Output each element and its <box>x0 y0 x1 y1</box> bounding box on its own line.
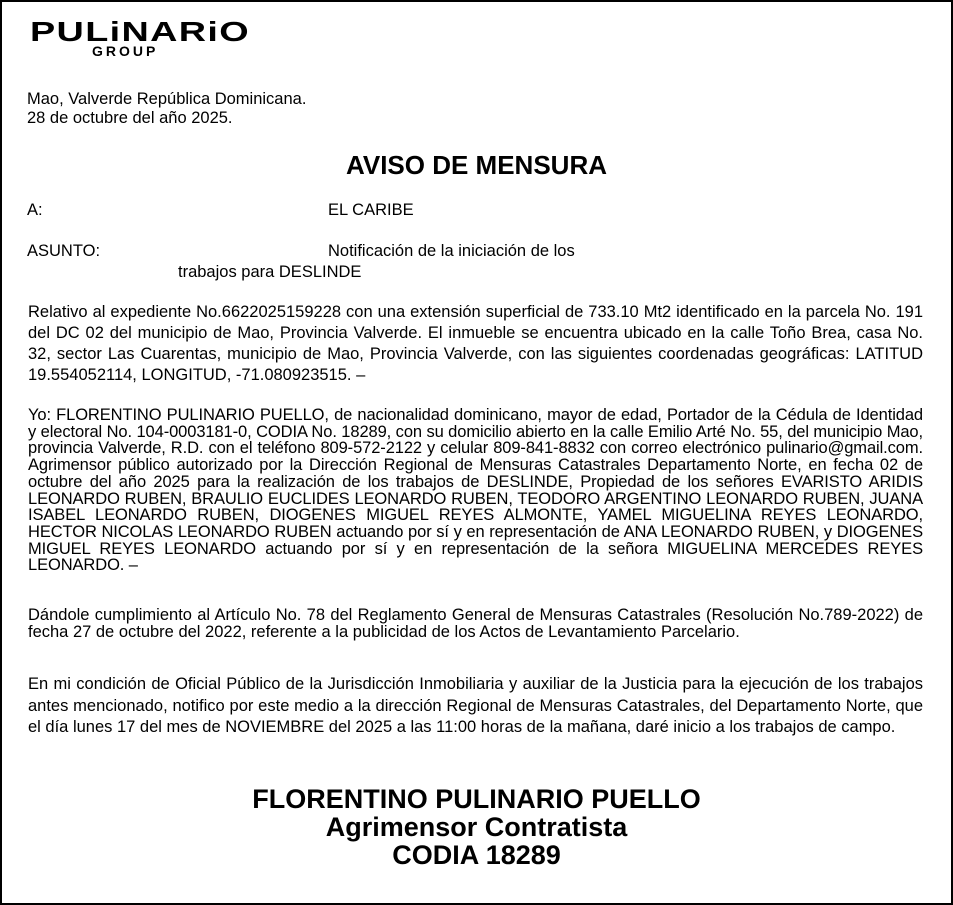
place-date-block <box>27 90 306 128</box>
addressee-label: A: <box>27 201 43 219</box>
logo-mark-icon <box>30 16 252 60</box>
addressee-value: EL CARIBE <box>328 201 414 219</box>
paragraph-declarant: Yo: FLORENTINO PULINARIO PUELLO, de nacionalidad dominicano, mayor de edad, Portador de la Cédula de Identidad y electoral No. 104-0003181-0, CODIA No. 18289, con su domicilio abierto en la calle Emilio Arté No. 55, del municipio Mao, provincia Valverde, R.D. con el teléfono 809-572-2122 y celular 809-841-8832 con correo electrónico pulinario@gmail.com. Agrimensor público autorizado por la Dirección Regional de Mensuras Catastrales Departamento Norte, en fecha 02 de octubre del año 2025 para la realización de los trabajos de DESLINDE, Propiedad de los señores EVARISTO ARIDIS LEONARDO RUBEN, BRAULIO EUCLIDES LEONARDO RUBEN, TEODORO ARGENTINO LEONARDO RUBEN, JUANA ISABEL LEONARDO RUBEN, DIOGENES MIGUEL REYES ALMONTE, YAMEL MIGUELINA REYES LEONARDO, HECTOR NICOLAS LEONARDO RUBEN actuando por sí y en representación de ANA LEONARDO RUBEN, y DIOGENES MIGUEL REYES LEONARDO actuando por sí y en representación de la señora MIGUELINA MERCEDES REYES LEONARDO. – <box>28 406 923 575</box>
signature-codia: CODIA 18289 <box>392 840 561 870</box>
place-line: Mao, Valverde República Dominicana. <box>27 90 307 108</box>
subject-line-1: Notificación de la iniciación de los <box>328 242 575 260</box>
logo-brand-text: PULiNARiO <box>30 16 250 47</box>
signature-name: FLORENTINO PULINARIO PUELLO <box>252 784 701 814</box>
signature-role: Agrimensor Contratista <box>325 812 628 842</box>
subject-line-2: trabajos para DESLINDE <box>178 263 362 281</box>
signature-block <box>2 785 951 869</box>
paragraph-expediente: Relativo al expediente No.6622025159228 con una extensión superficial de 733.10 Mt2 identificado en la parcela No. 191 del DC 02 del municipio de Mao, Provincia Valverde. El inmueble se encuentra ubicado en la calle Toño Brea, casa No. 32, sector Las Cuarentas, municipio de Mao, Provincia Valverde, con las siguientes coordenadas geográficas: LATITUD 19.554052114, LONGITUD, -71.080923515. – <box>28 303 923 384</box>
page-title: AVISO DE MENSURA <box>346 150 607 180</box>
paragraph-notification: En mi condición de Oficial Público de la Jurisdicción Inmobiliaria y auxiliar de la Justicia para la ejecución de los trabajos antes mencionado, notifico por este medio a la dirección Regional de Mensuras Catastrales, del Departamento Norte, que el día lunes 17 del mes de NOVIEMBRE del 2025 a las 11:00 horas de la mañana, daré inicio a los trabajos de campo. <box>28 675 923 736</box>
date-line: 28 de octubre del año 2025. <box>27 109 233 127</box>
subject-label: ASUNTO: <box>27 242 101 260</box>
pulinario-group-logo <box>30 16 252 60</box>
paragraph-regulation: Dándole cumplimiento al Artículo No. 78 del Reglamento General de Mensuras Catastrales (Resolución No.789-2022) de fecha 27 de octubre del 2022, referente a la publicidad de los Actos de Levantamiento Parcelario. <box>28 606 923 641</box>
logo-group-text: GROUP <box>92 43 159 59</box>
